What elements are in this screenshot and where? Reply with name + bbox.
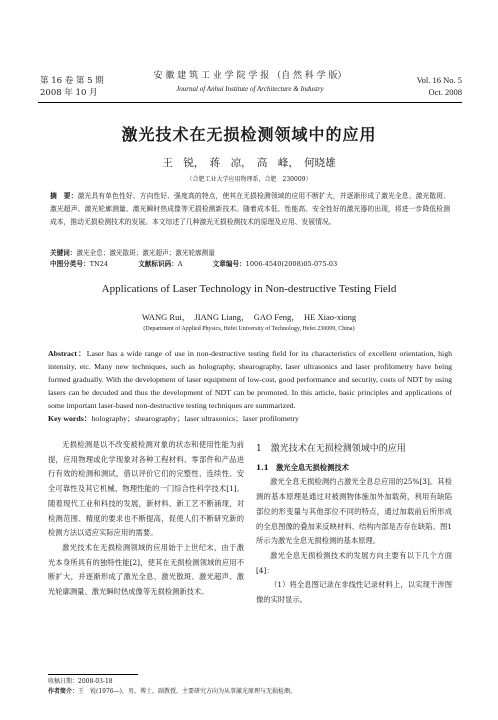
issue-info — [40, 75, 104, 99]
abstract-en-text: Laser has a wide range of use in non-destructive testing field for its characteristics of excellent orientation, high intensity, etc. Many new techniques, such as holography, shearography, laser ultrasonics and laser profilometry have being formed gradually. With the development of laser equipment of low-cost, good performance and security, costs of NDT by using lasers can be decuded and thus the development of NDT can be promoted. In this article, basic principles and applications of some important laser-based non-destructive testing techniques are summarized. — [48, 349, 453, 410]
article-number-label: 文章编号： — [212, 260, 246, 268]
paper-title: 激光技术在无损检测领域中的应用 — [121, 125, 377, 144]
abstract-en — [48, 347, 452, 425]
author-bio-label: 作者简介： — [48, 688, 79, 695]
body-paragraph: 激光技术在无损检测领域的应用始于上世纪末，由于激光本身所具有的独特性能[2]，使其在无损检测领域的应用不断扩大，并逐渐形成了激光全息、激光散斑、激光超声、激光轮廓测量、激光瞬时热成像等无损检测新技术。 — [48, 542, 244, 597]
body-paragraph: 激光全息无损检测技术的发展方向主要有以下几个方面[4]： — [256, 550, 452, 575]
body-paragraph: 激光全息无损检测约占激光全息总应用的25%[3]。其检测的基本原理是通过对被测物体施加外加载荷，利用有缺陷部位的形变量与其他部位不同的特点，通过加载前后所形成的全息图像的叠加来反映材料、结构内部是否存在缺陷。图1所示为激光全息无损检测的基本原理。 — [256, 477, 452, 546]
author-list: 王 锐， 蒋 凉， 高 峰， 何晓雄 — [162, 157, 336, 169]
body-paragraph: 无损检测是以不改变被检测对象的状态和使用性能为前提，应用物理或化学现象对各种工程材料、零部件和产品进行有效的检测和测试，借以评价它们的完整性、连续性、安全可靠性及其它机械、物理性能的一门综合性科学技术[1]。随着现代工业和科技的发展，新材料、新工艺不断涌现，对检测范围、精度的要求也不断提高，促使人们不断研究新的检测方法以适应实际应用的需要。 — [48, 440, 244, 538]
volume-number: Vol. 16 No. 5 — [416, 75, 462, 85]
paper-meta — [50, 248, 450, 270]
journal-name — [130, 70, 370, 96]
volume-info — [417, 74, 462, 98]
paper-title-en: Applications of Laser Technology in Non-destructive Testing Field — [101, 283, 397, 295]
author-bio — [48, 687, 458, 697]
keywords-en-label: Key words： — [48, 414, 92, 423]
body-paragraph: （1）将全息图记录在非线性记录材料上，以实现干涉图像的实时显示。 — [256, 580, 452, 605]
abstract-text: 激光具有单色性好、方向性好、强度高的特点，使其在无损检测领域的应用不断扩大，并逐渐形成了激光全息、激光散斑、激光超声、激光轮廓测量、激光瞬时热成像等无损检测新技术。随着成本低、性能高、安全性好的激光器的出现，将进一步降低检测成本，推动无损检测技术的发展。本文综述了几种激光无损检测技术的原理及应用、发展情况。 — [50, 192, 450, 226]
volume-date: Oct. 2008 — [428, 87, 462, 97]
keywords-en-text: holography；shearography；laser ultrasonics；laser profilometry — [91, 414, 299, 423]
body-left-column — [48, 438, 244, 600]
clc-value: TN24 — [89, 260, 109, 268]
subsection-heading: 1.1 激光全息无损检测技术 — [256, 462, 349, 472]
author-bio-text: 王 锐(1976—)，男，博士，副教授，主要研究方向为从事激光原理与无损检测。 — [78, 688, 296, 695]
abstract-en-paragraph — [48, 347, 452, 412]
keywords-text: 激光全息；激光散斑；激光超声；激光轮廓测量 — [76, 249, 215, 257]
abstract-label: 摘 要： — [50, 192, 78, 200]
journal-name-cn: 安 徽 建 筑 工 业 学 院 学 报 （自 然 科 学 版） — [153, 71, 347, 81]
received-date: 收稿日期：2008-03-18 — [48, 678, 113, 685]
doc-code-value: A — [177, 260, 183, 268]
affiliation: （合肥工业大学应用物理系，合肥 230009） — [186, 176, 312, 183]
keywords-en — [48, 412, 452, 425]
classification-line — [50, 259, 450, 270]
journal-name-en: Journal of Anhui Institute of Architecture & Industry — [176, 85, 324, 93]
keywords-label: 关键词： — [50, 249, 77, 257]
section-heading: 1 激光技术在无损检测领域中的应用 — [256, 444, 406, 454]
abstract-en-label: Abstract： — [48, 349, 87, 358]
footnote-rule — [48, 674, 138, 675]
clc-label: 中图分类号： — [50, 260, 90, 268]
author-list-en: WANG Rui， JIANG Liang， GAO Feng， HE Xiao-xiong — [141, 312, 357, 322]
article-number-value: 1006-4540(2008)05-075-03 — [245, 260, 338, 268]
body-right-column — [256, 438, 452, 608]
footnote — [48, 677, 458, 697]
keywords-cn — [50, 248, 450, 259]
affiliation-en: (Department of Applied Physics, Hefei University of Technology, Hefei 230009, China) — [143, 326, 355, 332]
header-rule — [38, 102, 462, 103]
doc-code-label: 文献标识码： — [138, 260, 178, 268]
issue-date: 2008 年 10 月 — [40, 88, 98, 98]
abstract-cn — [50, 190, 450, 229]
issue-number: 第 16 卷 第 5 期 — [40, 76, 104, 86]
